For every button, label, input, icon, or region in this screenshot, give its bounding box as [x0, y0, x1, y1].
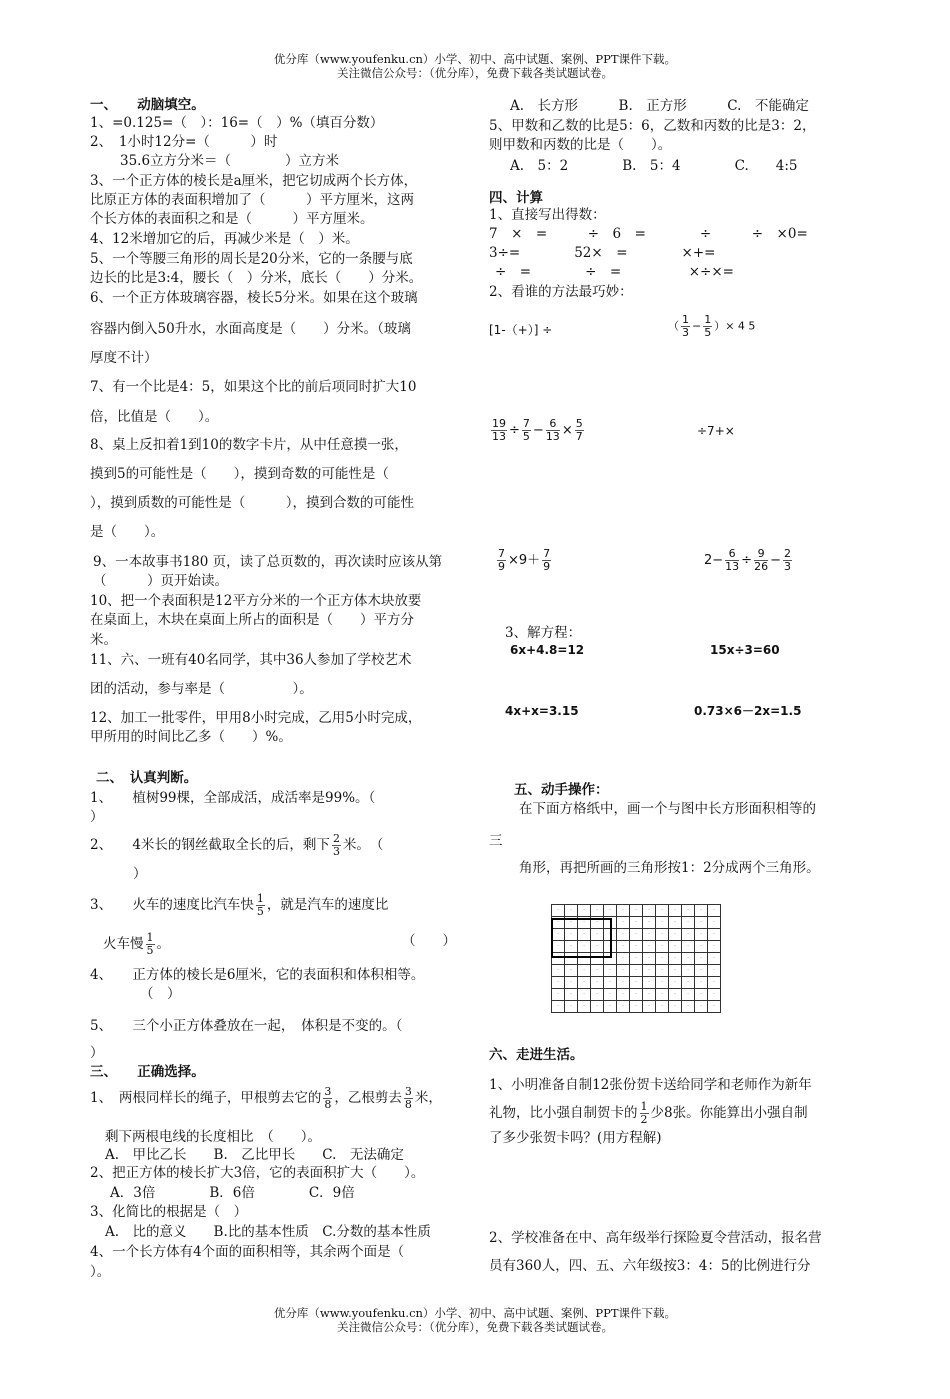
- q1-10a: 10、把一个表面积是12平方分米的一个正方体木块放要: [90, 593, 422, 609]
- grid-cell[interactable]: ·: [708, 989, 721, 1001]
- expr-3-op3: ×: [561, 423, 573, 438]
- expr-6-d2: 26: [754, 560, 769, 573]
- grid-cell[interactable]: ·: [682, 941, 695, 953]
- grid-cell[interactable]: ·: [643, 977, 656, 989]
- grid-cell[interactable]: ·: [630, 941, 643, 953]
- expr-2-d1: 3: [682, 326, 689, 339]
- j4: 4、 正方体的棱长是6厘米，它的表面积和体积相等。: [90, 967, 425, 983]
- draw-task-2: 三: [489, 833, 503, 849]
- expr-3: [489, 418, 586, 443]
- section-6-title: 六、走进生活。: [489, 1047, 584, 1063]
- grid-cell[interactable]: ·: [708, 965, 721, 977]
- expr-2-minus: −: [692, 319, 702, 333]
- c2: 2、把正方体的棱长扩大3倍，它的表面积扩大（ ）。: [90, 1165, 425, 1181]
- grid-cell[interactable]: ·: [565, 905, 578, 917]
- expr-3-frac3: [546, 418, 560, 443]
- j3a: 3、 火车的速度比汽车快: [90, 897, 254, 913]
- expr-2-close: ）× 4 5: [714, 319, 756, 333]
- calc-row-3: ÷ = ÷ = ×÷×=: [495, 264, 734, 280]
- grid-cell[interactable]: ·: [656, 977, 669, 989]
- grid-cell[interactable]: ·: [643, 1001, 656, 1013]
- expr-2-frac1: [681, 314, 690, 339]
- j2-frac: [332, 833, 341, 858]
- expr-3-frac4: [575, 418, 584, 443]
- grid-row: [552, 905, 721, 917]
- expr-6-frac2: [754, 548, 768, 573]
- j3b: ，就是汽车的速度比: [266, 897, 389, 913]
- grid-cell[interactable]: ·: [591, 905, 604, 917]
- grid-cell[interactable]: ·: [552, 905, 565, 917]
- grid-cell[interactable]: ·: [708, 929, 721, 941]
- grid-cell[interactable]: ·: [617, 953, 630, 965]
- life-q2-b: 员有360人，四、五、六年级按3：4：5的比例进行分: [489, 1258, 811, 1274]
- grid-cell[interactable]: ·: [669, 977, 682, 989]
- c1a: 1、 两根同样长的绳子，甲根剪去它的: [90, 1090, 322, 1106]
- grid-cell[interactable]: ·: [630, 929, 643, 941]
- j1b: ）: [90, 809, 104, 825]
- expr-2-open: （: [668, 319, 679, 333]
- q1-8d: 是（ ）。: [90, 524, 165, 540]
- calc-2-title: 2、看谁的方法最巧妙：: [489, 284, 633, 300]
- section-1-title: 一、 动脑填空。: [90, 97, 205, 113]
- grid-cell[interactable]: ·: [591, 989, 604, 1001]
- q1-7b: 倍，比值是（ ）。: [90, 409, 219, 425]
- expr-5: [495, 548, 553, 573]
- grid-cell[interactable]: ·: [617, 905, 630, 917]
- expr-4: ÷7+×: [697, 424, 735, 438]
- grid-cell[interactable]: ·: [643, 917, 656, 929]
- j5b: ）: [90, 1045, 104, 1061]
- grid-cell[interactable]: ·: [578, 905, 591, 917]
- expr-2-d2: 5: [704, 326, 712, 339]
- equation-title: 3、解方程：: [505, 625, 582, 641]
- section-2-title: 二、 认真判断。: [96, 770, 198, 786]
- expr-6: [704, 548, 794, 573]
- j1: 1、 植树99棵，全部成活，成活率是99%。（: [90, 790, 376, 806]
- q1-12a: 12、加工一批零件，甲用8小时完成，乙用5小时完成，: [90, 710, 422, 726]
- grid-cell[interactable]: ·: [695, 965, 708, 977]
- section-5-title: 五、动手操作：: [514, 782, 609, 798]
- calc-1-title: 1、直接写出得数：: [489, 207, 606, 223]
- c4b: ）。: [90, 1264, 111, 1280]
- life-q1-frac: [640, 1101, 649, 1126]
- c1b: ，乙根剪去: [334, 1090, 402, 1106]
- grid-cell[interactable]: ·: [695, 1001, 708, 1013]
- grid-cell[interactable]: ·: [656, 989, 669, 1001]
- q1-6b: 容器内倒入50升水，水面高度是（ ）分米。（玻璃: [90, 321, 411, 337]
- grid-cell[interactable]: ·: [656, 905, 669, 917]
- grid-cell[interactable]: ·: [708, 905, 721, 917]
- c1c: 米，: [414, 1090, 442, 1106]
- grid-cell[interactable]: ·: [669, 989, 682, 1001]
- expr-6-frac1: [725, 548, 739, 573]
- grid-cell[interactable]: ·: [630, 905, 643, 917]
- c1: [90, 1086, 442, 1111]
- expr-3-n1: 19: [492, 417, 506, 430]
- grid-cell[interactable]: ·: [604, 905, 617, 917]
- grid-cell[interactable]: ·: [617, 929, 630, 941]
- draw-task-3: 角形，再把所画的三角形按1：2分成两个三角形。: [519, 860, 820, 876]
- grid-cell[interactable]: ·: [552, 1001, 565, 1013]
- expr-6-n3: 2: [783, 547, 791, 560]
- grid-cell[interactable]: ·: [617, 977, 630, 989]
- grid-cell[interactable]: ·: [643, 905, 656, 917]
- expr-6-op2: −: [770, 553, 781, 568]
- j3-num: 1: [256, 892, 264, 905]
- expr-6-n1: 6: [725, 548, 739, 561]
- j2-den: 3: [332, 845, 340, 858]
- grid-cell[interactable]: ·: [669, 941, 682, 953]
- grid-cell[interactable]: ·: [552, 941, 565, 953]
- life-q1-b-tail: 少8张。你能算出小强自制: [650, 1105, 808, 1121]
- c1-frac2: [404, 1086, 413, 1111]
- reference-rectangle: [551, 918, 612, 958]
- c1-frac1: [323, 1086, 332, 1111]
- grid-cell[interactable]: ·: [604, 917, 617, 929]
- grid-cell[interactable]: ·: [617, 965, 630, 977]
- grid-cell[interactable]: ·: [643, 929, 656, 941]
- q1-6a: 6、一个正方体玻璃容器，棱长5分米。如果在这个玻璃: [90, 290, 418, 306]
- q1-10c: 米。: [90, 632, 117, 648]
- j2-num: 2: [332, 832, 340, 845]
- q1-10b: 在桌面上，木块在桌面上所占的面积是（ ）平方分: [90, 612, 414, 628]
- expr-3-d2: 5: [522, 430, 530, 443]
- grid-cell[interactable]: ·: [565, 989, 578, 1001]
- grid-cell[interactable]: ·: [578, 965, 591, 977]
- header-line-2: 关注微信公众号：（优分库），免费下载各类试题试卷。: [337, 66, 613, 80]
- grid-cell[interactable]: ·: [591, 965, 604, 977]
- footer-line-2: 关注微信公众号：（优分库），免费下载各类试题试卷。: [337, 1320, 613, 1334]
- grid-row: [552, 989, 721, 1001]
- calc-row-2: 3÷= 52× = ×+=: [489, 245, 716, 261]
- c1-den2: 8: [404, 1098, 412, 1111]
- q1-9a: 9、一本故事书180 页，读了总页数的，再次读时应该从第: [93, 554, 443, 570]
- c2-options: A．3倍 B．6倍 C．9倍: [110, 1185, 355, 1201]
- expr-2-n1: 1: [682, 313, 689, 326]
- q1-12b: 甲所用的时间比乙多（ ）%。: [90, 729, 292, 745]
- c3-options: A. 比的意义 B.比的基本性质 C.分数的基本性质: [105, 1224, 431, 1240]
- q1-11b: 团的活动，参与率是（ ）。: [90, 681, 313, 697]
- grid-cell[interactable]: ·: [630, 989, 643, 1001]
- life-q1-b-text: 礼物，比小强自制贺卡的: [489, 1105, 638, 1121]
- page-footer: [0, 1306, 950, 1334]
- grid-cell[interactable]: ·: [578, 917, 591, 929]
- grid-row: [552, 977, 721, 989]
- expr-2-n2: 1: [704, 313, 712, 326]
- expr-5-frac1: [497, 548, 506, 573]
- grid-cell[interactable]: ·: [591, 917, 604, 929]
- j5: 5、 三个小正方体叠放在一起， 体积是不变的。（: [90, 1018, 403, 1034]
- grid-cell[interactable]: ·: [695, 977, 708, 989]
- grid-cell[interactable]: ·: [604, 977, 617, 989]
- j3d-text: 。: [156, 936, 170, 952]
- j3: [90, 893, 388, 918]
- equation-3: 4x+x=3.15: [505, 704, 579, 718]
- expr-3-d4: 7: [575, 430, 583, 443]
- expr-5-d2: 9: [543, 560, 551, 573]
- grid-cell[interactable]: ·: [578, 977, 591, 989]
- expr-3-frac1: [491, 418, 507, 443]
- expr-2-frac2: [703, 314, 712, 339]
- grid-cell[interactable]: ·: [604, 1001, 617, 1013]
- q1-3a: 3、一个正方体的棱长是a厘米，把它切成两个长方体，: [90, 173, 418, 189]
- q1-2: 2、 1小时12分=（ ）时: [90, 134, 278, 150]
- j4b: （ ）: [140, 986, 181, 1002]
- c5b: 则甲数和丙数的比是（ ）。: [489, 137, 672, 153]
- expr-6-op1: ÷: [741, 553, 753, 568]
- page-header: [0, 52, 950, 80]
- grid-cell[interactable]: ·: [656, 929, 669, 941]
- expr-5-n1: 7: [498, 547, 505, 560]
- life-q1-den: 2: [640, 1113, 648, 1126]
- grid-cell[interactable]: ·: [617, 1001, 630, 1013]
- grid-cell[interactable]: ·: [656, 965, 669, 977]
- grid-cell[interactable]: ·: [565, 965, 578, 977]
- q1-8b: 摸到5的可能性是（ ），摸到奇数的可能性是（: [90, 466, 389, 482]
- expr-6-frac3: [783, 548, 792, 573]
- grid-cell[interactable]: ·: [565, 953, 578, 965]
- grid-cell[interactable]: ·: [695, 989, 708, 1001]
- expr-3-op1: ÷: [509, 423, 520, 438]
- grid-cell[interactable]: ·: [643, 965, 656, 977]
- grid-cell[interactable]: ·: [552, 965, 565, 977]
- grid-cell[interactable]: ·: [565, 1001, 578, 1013]
- j3c: [103, 932, 170, 957]
- grid-cell[interactable]: ·: [604, 929, 617, 941]
- expr-2: [668, 314, 755, 339]
- q1-3c: 个长方体的表面积之和是（ ）平方厘米。: [90, 211, 374, 227]
- grid-cell[interactable]: ·: [669, 929, 682, 941]
- grid-cell[interactable]: ·: [630, 977, 643, 989]
- grid-cell[interactable]: ·: [604, 941, 617, 953]
- q1-1: 1、=0.125=（ ）：16=（ ）%（填百分数）: [90, 115, 384, 131]
- grid-cell[interactable]: ·: [591, 941, 604, 953]
- grid-cell[interactable]: ·: [617, 989, 630, 1001]
- grid-cell[interactable]: ·: [565, 929, 578, 941]
- grid-cell[interactable]: ·: [630, 965, 643, 977]
- equation-4: 0.73×6－2x=1.5: [694, 704, 802, 718]
- grid-cell[interactable]: ·: [604, 953, 617, 965]
- grid-cell[interactable]: ·: [656, 953, 669, 965]
- expr-3-n4: 5: [575, 417, 583, 430]
- grid-cell[interactable]: ·: [552, 953, 565, 965]
- grid-cell[interactable]: ·: [682, 965, 695, 977]
- grid-cell[interactable]: ·: [695, 941, 708, 953]
- grid-row: [552, 965, 721, 977]
- grid-cell[interactable]: ·: [591, 977, 604, 989]
- grid-cell[interactable]: ·: [669, 1001, 682, 1013]
- expr-6-d3: 3: [783, 560, 791, 573]
- grid-cell[interactable]: ·: [604, 989, 617, 1001]
- grid-cell[interactable]: ·: [552, 917, 565, 929]
- equation-1: 6x+4.8=12: [510, 643, 585, 657]
- q1-8c: ），摸到质数的可能性是（ ），摸到合数的可能性: [90, 495, 414, 511]
- grid-cell[interactable]: ·: [630, 917, 643, 929]
- expr-3-n2: 7: [522, 417, 530, 430]
- c1-num1: 3: [324, 1085, 332, 1098]
- grid-cell[interactable]: ·: [708, 1001, 721, 1013]
- draw-task-1: 在下面方格纸中，画一个与图中长方形面积相等的: [519, 801, 816, 817]
- grid-cell[interactable]: ·: [643, 953, 656, 965]
- j3c-frac: [146, 932, 155, 957]
- c5: 5、甲数和乙数的比是5：6，乙数和丙数的比是3：2，: [489, 118, 816, 134]
- expr-5-d1: 9: [498, 560, 505, 573]
- grid-cell[interactable]: ·: [682, 905, 695, 917]
- q1-3b: 比原正方体的表面积增加了（ ）平方厘米，这两: [90, 192, 414, 208]
- q1-4: 4、12米增加它的后，再减少米是（ ）米。: [90, 231, 359, 247]
- j3c-text: 火车慢: [103, 936, 144, 952]
- grid-cell[interactable]: ·: [669, 917, 682, 929]
- expr-1: [1-（+）] ÷: [489, 323, 553, 337]
- grid-cell[interactable]: ·: [682, 989, 695, 1001]
- expr-5-n2: 7: [543, 547, 551, 560]
- grid-cell[interactable]: ·: [643, 989, 656, 1001]
- q1-5b: 边长的比是3:4，腰长（ ）分米，底长（ ）分米。: [90, 270, 423, 286]
- q1-9b: （ ）页开始读。: [93, 573, 228, 589]
- grid-cell[interactable]: ·: [565, 977, 578, 989]
- grid-cell[interactable]: ·: [708, 953, 721, 965]
- grid-cell[interactable]: ·: [552, 977, 565, 989]
- c1-num2: 3: [404, 1085, 412, 1098]
- grid-cell[interactable]: ·: [591, 929, 604, 941]
- j3e: （ ）: [402, 933, 456, 949]
- q1-6c: 厚度不计）: [90, 350, 158, 366]
- header-line-1: 优分库（www.youfenku.cn）小学、初中、高中试题、案例、PPT课件下载。: [273, 52, 677, 66]
- grid-cell[interactable]: ·: [591, 953, 604, 965]
- j3c-num: 1: [146, 931, 154, 944]
- c1-options: A. 甲比乙长 B. 乙比甲长 C. 无法确定: [105, 1147, 404, 1163]
- grid-cell[interactable]: ·: [552, 929, 565, 941]
- section-4-title: 四、计算: [489, 190, 543, 206]
- c5-options: A. 5：2 B. 5：4 C. 4:5: [510, 158, 798, 174]
- grid-cell[interactable]: ·: [565, 917, 578, 929]
- q1-8a: 8、桌上反扣着1到10的数字卡片，从中任意摸一张，: [90, 437, 408, 453]
- grid-cell[interactable]: ·: [682, 953, 695, 965]
- grid-cell[interactable]: ·: [695, 917, 708, 929]
- j3-frac: [256, 893, 265, 918]
- grid-cell[interactable]: ·: [617, 941, 630, 953]
- grid-cell[interactable]: ·: [682, 917, 695, 929]
- j2b: 米。 （: [342, 837, 384, 853]
- c4-options: A. 长方形 B. 正方形 C. 不能确定: [510, 98, 809, 114]
- grid-cell[interactable]: ·: [565, 941, 578, 953]
- section-3-title: 三、 正确选择。: [90, 1064, 205, 1080]
- grid-cell[interactable]: ·: [708, 977, 721, 989]
- expr-5-mid: ×9＋: [508, 553, 541, 568]
- grid-cell[interactable]: ·: [656, 917, 669, 929]
- expr-3-op2: −: [532, 423, 544, 438]
- grid-cell[interactable]: ·: [617, 917, 630, 929]
- expr-3-d3: 13: [545, 430, 560, 443]
- j3-den: 5: [256, 905, 264, 918]
- grid-cell[interactable]: ·: [656, 941, 669, 953]
- grid-cell[interactable]: ·: [669, 905, 682, 917]
- grid-cell[interactable]: ·: [552, 989, 565, 1001]
- j2a: 2、 4米长的钢丝截取全长的后，剩下: [90, 837, 330, 853]
- expr-6-start: 2−: [704, 553, 724, 568]
- expr-5-frac2: [542, 548, 551, 573]
- grid-cell[interactable]: ·: [578, 989, 591, 1001]
- grid-cell[interactable]: ·: [578, 941, 591, 953]
- grid-cell[interactable]: ·: [591, 1001, 604, 1013]
- grid-cell[interactable]: ·: [630, 1001, 643, 1013]
- j2: [90, 833, 383, 858]
- j2c: ）: [133, 866, 147, 882]
- life-q1-num: 1: [640, 1100, 648, 1113]
- grid-row: [552, 1001, 721, 1013]
- c4: 4、一个长方体有4个面的面积相等，其余两个面是（: [90, 1244, 405, 1260]
- j3c-den: 5: [146, 944, 154, 957]
- life-q1-c: 了多少张贺卡吗？(用方程解): [489, 1130, 662, 1146]
- grid-cell[interactable]: ·: [630, 953, 643, 965]
- grid-cell[interactable]: ·: [695, 953, 708, 965]
- grid-cell[interactable]: ·: [682, 929, 695, 941]
- grid-cell[interactable]: ·: [578, 1001, 591, 1013]
- grid-cell[interactable]: ·: [578, 953, 591, 965]
- calc-row-1: 7 × = ÷ 6 = ÷ ÷ ×0=: [489, 226, 808, 242]
- grid-cell[interactable]: ·: [604, 965, 617, 977]
- equation-2: 15x÷3=60: [710, 643, 780, 657]
- c1-den1: 8: [324, 1098, 332, 1111]
- life-q1-a: 1、小明准备自制12张份贺卡送给同学和老师作为新年: [489, 1077, 812, 1093]
- expr-3-n3: 6: [546, 418, 560, 431]
- grid-cell[interactable]: ·: [669, 965, 682, 977]
- q1-2b: 35.6立方分米＝（ ）立方米: [120, 153, 340, 169]
- life-q1-b: [489, 1101, 808, 1126]
- grid-cell[interactable]: ·: [578, 929, 591, 941]
- c1d: 剩下两根电线的长度相比 （ ）。: [105, 1129, 321, 1145]
- grid-cell[interactable]: ·: [682, 1001, 695, 1013]
- grid-cell[interactable]: ·: [695, 929, 708, 941]
- expr-6-d1: 13: [725, 560, 740, 573]
- grid-cell[interactable]: ·: [708, 941, 721, 953]
- c3: 3、化简比的根据是（ ）: [90, 1204, 248, 1220]
- expr-3-frac2: [522, 418, 531, 443]
- grid-cell[interactable]: ·: [695, 905, 708, 917]
- grid-cell[interactable]: ·: [643, 941, 656, 953]
- grid-cell[interactable]: ·: [669, 953, 682, 965]
- expr-3-d1: 13: [492, 430, 506, 443]
- expr-6-n2: 9: [754, 548, 768, 561]
- q1-7a: 7、有一个比是4：5，如果这个比的前后项同时扩大10: [90, 379, 417, 395]
- q1-11a: 11、六、一班有40名同学，其中36人参加了学校艺术: [90, 652, 412, 668]
- q1-5a: 5、一个等腰三角形的周长是20分米，它的一条腰与底: [90, 251, 413, 267]
- grid-cell[interactable]: ·: [656, 1001, 669, 1013]
- footer-line-1: 优分库（www.youfenku.cn）小学、初中、高中试题、案例、PPT课件下载。: [273, 1306, 677, 1320]
- life-q2-a: 2、学校准备在中、高年级举行探险夏令营活动，报名营: [489, 1230, 822, 1246]
- grid-cell[interactable]: ·: [682, 977, 695, 989]
- grid-cell[interactable]: ·: [708, 917, 721, 929]
